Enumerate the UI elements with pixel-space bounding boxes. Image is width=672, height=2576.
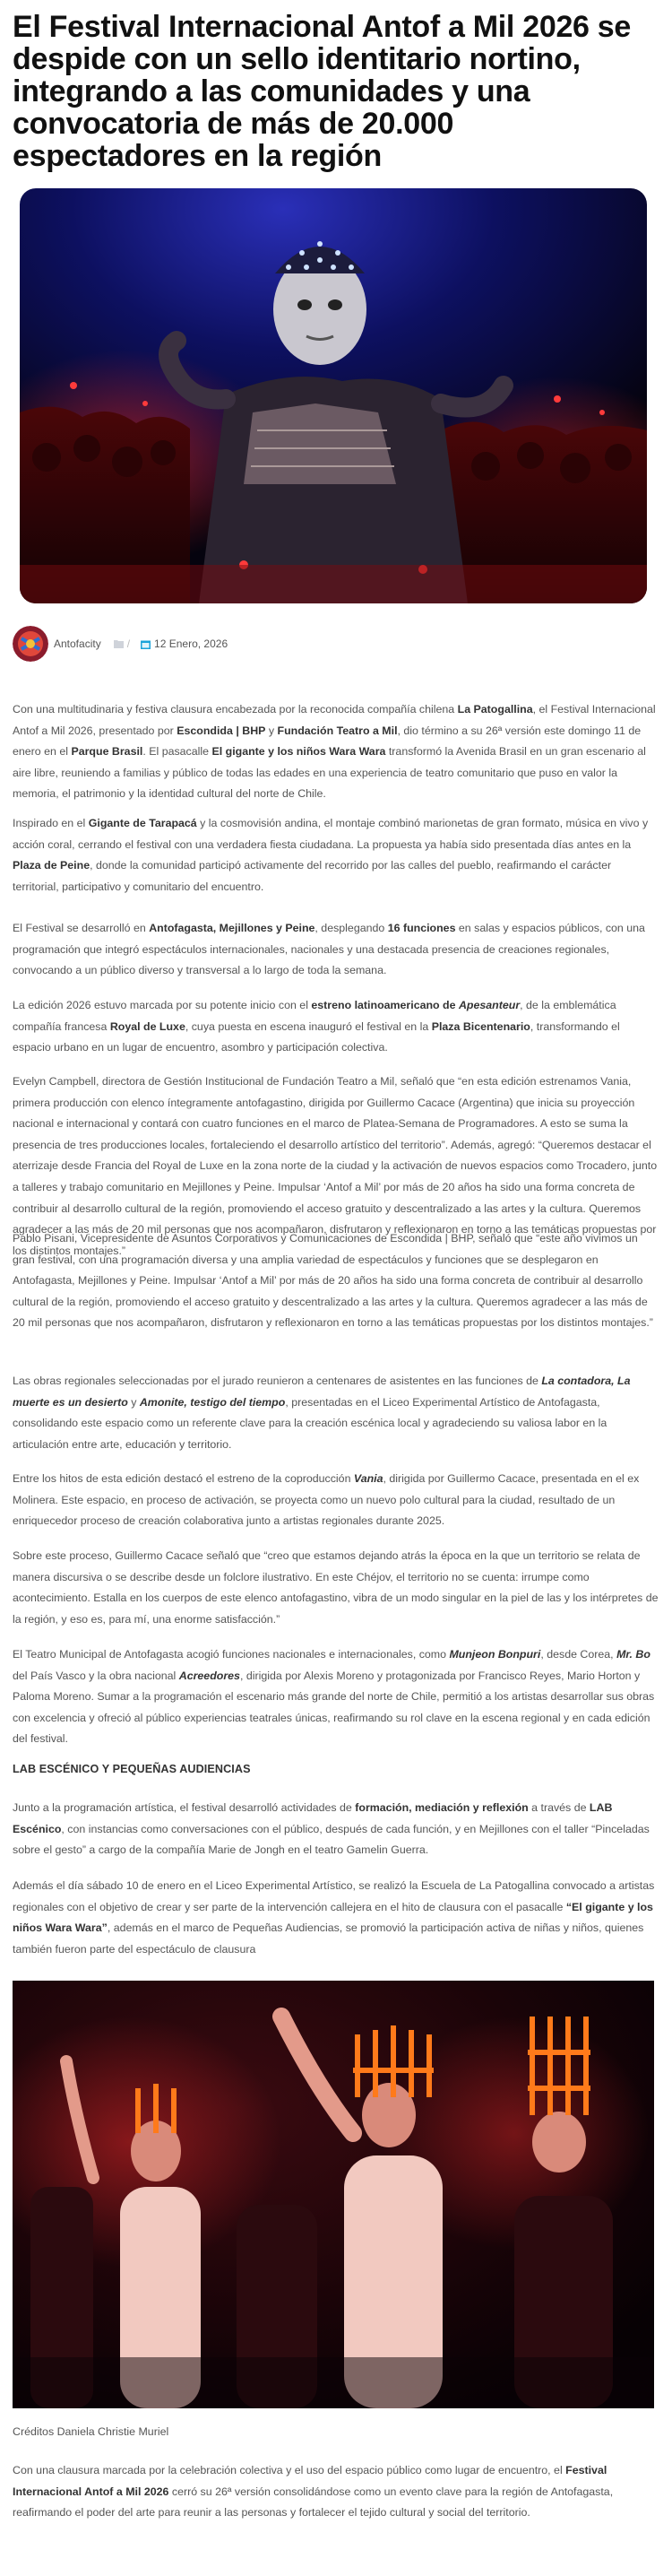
paragraph-2 [13,813,659,898]
text-run: La Patogallina [457,703,533,716]
text-run: , desplegando [314,922,388,934]
paragraph-7 [13,1371,659,1455]
author-name[interactable]: Antofacity [54,637,101,650]
text-run: en salas y espacios públicos, con una programación que integró espectáculos internacionales, nacionales y una destacada presencia de creaciones regionales, convocando a un público diverso y transversal a lo largo de toda la semana. [13,922,645,977]
photo-credit: Créditos Daniela Christie Muriel [13,2425,169,2438]
post-meta [13,626,654,662]
text-run: Con una multitudinaria y festiva clausura encabezada por la reconocida compañía chilena [13,703,458,716]
text-run: , transformando el espacio urbano en un lugar de encuentro, asombro y participación colectiva. [13,1019,620,1054]
text-run: Festival Internacional Antof a Mil 2026 [13,2464,607,2498]
text-run: Fundación Teatro a Mil [277,724,398,737]
post-date [141,637,228,650]
text-run: La contadora, La muerte es un desierto [13,1375,631,1409]
paragraph-13 [13,2460,659,2524]
paragraph-9 [13,1546,659,1630]
text-run: , con instancias como conversaciones con el público, después de cada función, y en Mejillones con el taller “Pinceladas sobre el gesto” a cargo de la compañía Marie de Jongh en el teatro Gamelin Guerra. [13,1822,650,1857]
text-run: Munjeon Bonpuri [449,1648,541,1661]
folder-icon: / [114,637,130,650]
paragraph-8 [13,1469,659,1532]
text-run: Antofagasta, Mejillones y Peine [149,922,315,934]
text-run: Parque Brasil [71,745,143,759]
text-run: Vania [353,1472,383,1485]
section-heading-lab: LAB ESCÉNICO Y PEQUEÑAS AUDIENCIAS [13,1763,251,1775]
text-run: Amonite, testigo del tiempo [139,1395,286,1409]
text-run: Mr. Bo [616,1648,650,1661]
text-run: Sobre este proceso, Guillermo Cacace señaló que “creo que estamos dejando atrás la época en la que un territorio se relata de manera discursiva o se describe desde un folclore ilustrativo. En este Chéjov, el territorio no se cuenta: irrumpe como acontecimiento. Estalla en los cuerpos de este elenco antofagastino, vibra de un modo singular en la piel de las y los intérpretes de la región, y eso es, para mí, una enorme satisfacción.” [13,1549,659,1626]
text-run: , además en el marco de Pequeñas Audiencias, se promovió la participación activa de niñas y niños, quienes también fueron parte del espectáculo de clausura [13,1921,644,1956]
text-run: Junto a la programación artística, el festival desarrolló actividades de [13,1801,356,1814]
text-run: El gigante y los niños Wara Wara [211,745,386,759]
text-run: , de la emblemática compañía francesa [13,999,616,1033]
text-run: , el Festival Internacional Antof a Mil 2026, presentado por [13,703,656,737]
paragraph-12 [13,1876,659,1960]
text-run: Apesanteur [458,999,521,1011]
text-run: , dio término a su 26ª versión este domingo 11 de enero en el [13,724,642,759]
text-run: LAB Escénico [13,1801,613,1835]
text-run: “El gigante y los niños Wara Wara” [13,1900,653,1935]
text-run: transformó la Avenida Brasil en un gran escenario al aire libre, reuniendo a familias y público de todas las edades en una experiencia de teatro comunitario que puso en valor la memoria, el patrimonio y la identidad cultural del norte de Chile. [13,745,646,801]
paragraph-6 [13,1228,659,1334]
text-run: El Festival se desarrolló en [13,922,150,934]
text-run: formación, mediación y reflexión [355,1801,529,1814]
text-run: , donde la comunidad participó activamente del recorrido por las calles del pueblo, reafirmando el carácter territorial, participativo y comunitario del encuentro. [13,859,612,893]
text-run: Escondida | BHP [177,724,266,737]
text-run: y [127,1395,140,1409]
text-run: Inspirado en el [13,817,89,829]
text-run: Plaza Bicentenario [431,1019,530,1033]
text-run: Las obras regionales seleccionadas por el jurado reunieron a centenares de asistentes en las funciones de [13,1375,542,1387]
text-run: y la cosmovisión andina, el montaje combinó marionetas de gran formato, música en vivo y acción coral, cerrando el festival con una verdadera fiesta ciudadana. La propuesta ya había sido presentada días antes en la [13,817,649,851]
text-run: estreno latinoamericano de [311,999,459,1011]
text-run: , cuya puesta en escena inauguró el festival en la [185,1019,432,1033]
text-run: La edición 2026 estuvo marcada por su potente inicio con el [13,999,312,1011]
text-run: Con una clausura marcada por la celebración colectiva y el uso del espacio público como lugar de encuentro, el [13,2464,566,2476]
paragraph-1 [13,699,659,805]
paragraph-11 [13,1798,659,1861]
hero-photo [20,188,647,603]
text-run: . El pasacalle [142,745,212,759]
paragraph-4 [13,995,659,1059]
text-run: Acreedores [178,1669,240,1682]
text-run: Plaza de Peine [13,859,90,872]
text-run: El Teatro Municipal de Antofagasta acogió funciones nacionales e internacionales, como [13,1648,450,1661]
calendar-icon [141,639,151,649]
paragraph-10 [13,1644,659,1750]
text-run: 16 funciones [387,922,456,934]
paragraph-3 [13,918,659,982]
text-run: , presentadas en el Liceo Experimental Artístico de Antofagasta, consolidando este espacio como un referente clave para la creación escénica local y agradeciendo su valiosa labor en la articulación entre arte, educación y territorio. [13,1395,607,1451]
text-run: Royal de Luxe [109,1019,185,1033]
text-run: cerró su 26ª versión consolidándose como un evento clave para la región de Antofagasta, reafirmando el poder del arte para reunir a las personas y fortalecer el tejido cultural y social del territorio. [13,2485,614,2520]
text-run: Gigante de Tarapacá [88,817,197,829]
text-run: Además el día sábado 10 de enero en el Liceo Experimental Artístico, se realizó la Escuela de La Patogallina convocado a artistas regionales con el objetivo de crear y ser parte de la intervención callejera en el hito de clausura con el pasacalle [13,1879,655,1913]
text-run: Evelyn Campbell, directora de Gestión Institucional de Fundación Teatro a Mil, señaló que “en esta edición estrenamos Vania, primera producción con elenco íntegramente antofagastino, dirigida por Guillermo Cacace (Argentina) que inicia su proyección nacional e internacional y contará con cuatro funciones en el marco de Platea-Semana de Programadores. A esto se suma la presencia de tres producciones locales, fortaleciendo el desarrollo artístico del territorio”. Además, agregó: “Queremos destacar el aterrizaje desde Francia del Royal de Luxe en la zona norte de la ciudad y la activación de nuevos espacios como Trocadero, junto a talleres y trabajo comunitario en Mejillones y Peine. Impulsar ‘Antof a Mil’ por más de 20 años ha sido una forma concreta de contribuir al desarrollo cultural de la región, promoviendo el acceso gratuito y descentralizado a las artes y la cultura. Queremos agradecer a las más de 20 mil personas que nos acompañaron, disfrutaron y reflexionaron en torno a las temáticas propuestas por los distintos montajes.” [13,1075,658,1257]
text-run: del País Vasco y la obra nacional [13,1669,179,1682]
text-run: , desde Corea, [540,1648,617,1661]
article-title: El Festival Internacional Antof a Mil 2026 se despide con un sello identitario nortino, integrando a las comunidades y una convocatoria de más de 20.000 espectadores en la región [13,10,632,173]
text-run: , dirigida por Guillermo Cacace, presentada en el ex Molinera. Este espacio, en proceso de activación, se proyecta como un nuevo polo cultural para la ciudad, resultado de un enriquecedor proceso de creación colaborativa junto a artistas regionales durante 2025. [13,1472,640,1528]
author-avatar[interactable] [13,626,48,662]
text-run: Entre los hitos de esta edición destacó el estreno de la coproducción [13,1472,354,1485]
date-text: 12 Enero, 2026 [154,637,228,650]
text-run: y [265,724,278,737]
text-run: a través de [528,1801,590,1814]
text-run: , dirigida por Alexis Moreno y protagonizada por Francisco Reyes, Mario Horton y Paloma Moreno. Sumar a la programación el escenario más grande del norte de Chile, permitió a los artistas desarrollar sus obras con excelencia y ofreció al público experiencias teatrales únicas, reafirmando su rol clave en la escena regional y en cada edición del festival. [13,1669,655,1746]
closing-parade-photo [13,1981,654,2408]
text-run: Pablo Pisani, Vicepresidente de Asuntos Corporativos y Comunicaciones de Escondida | BHP, señaló que “este año vivimos un gran festival, con una programación diversa y una amplia variedad de espectáculos y funciones que se desplegaron en Antofagasta, Mejillones y Peine. Impulsar ‘Antof a Mil’ por más de 20 años ha sido una forma concreta de contribuir al desarrollo cultural de la región, promoviendo el acceso gratuito y descentralizado a las artes y la cultura. Queremos agradecer a las más de 20 mil personas que nos acompañaron, disfrutaron y reflexionaron en torno a las temáticas propuestas por los distintos montajes.” [13,1232,653,1330]
